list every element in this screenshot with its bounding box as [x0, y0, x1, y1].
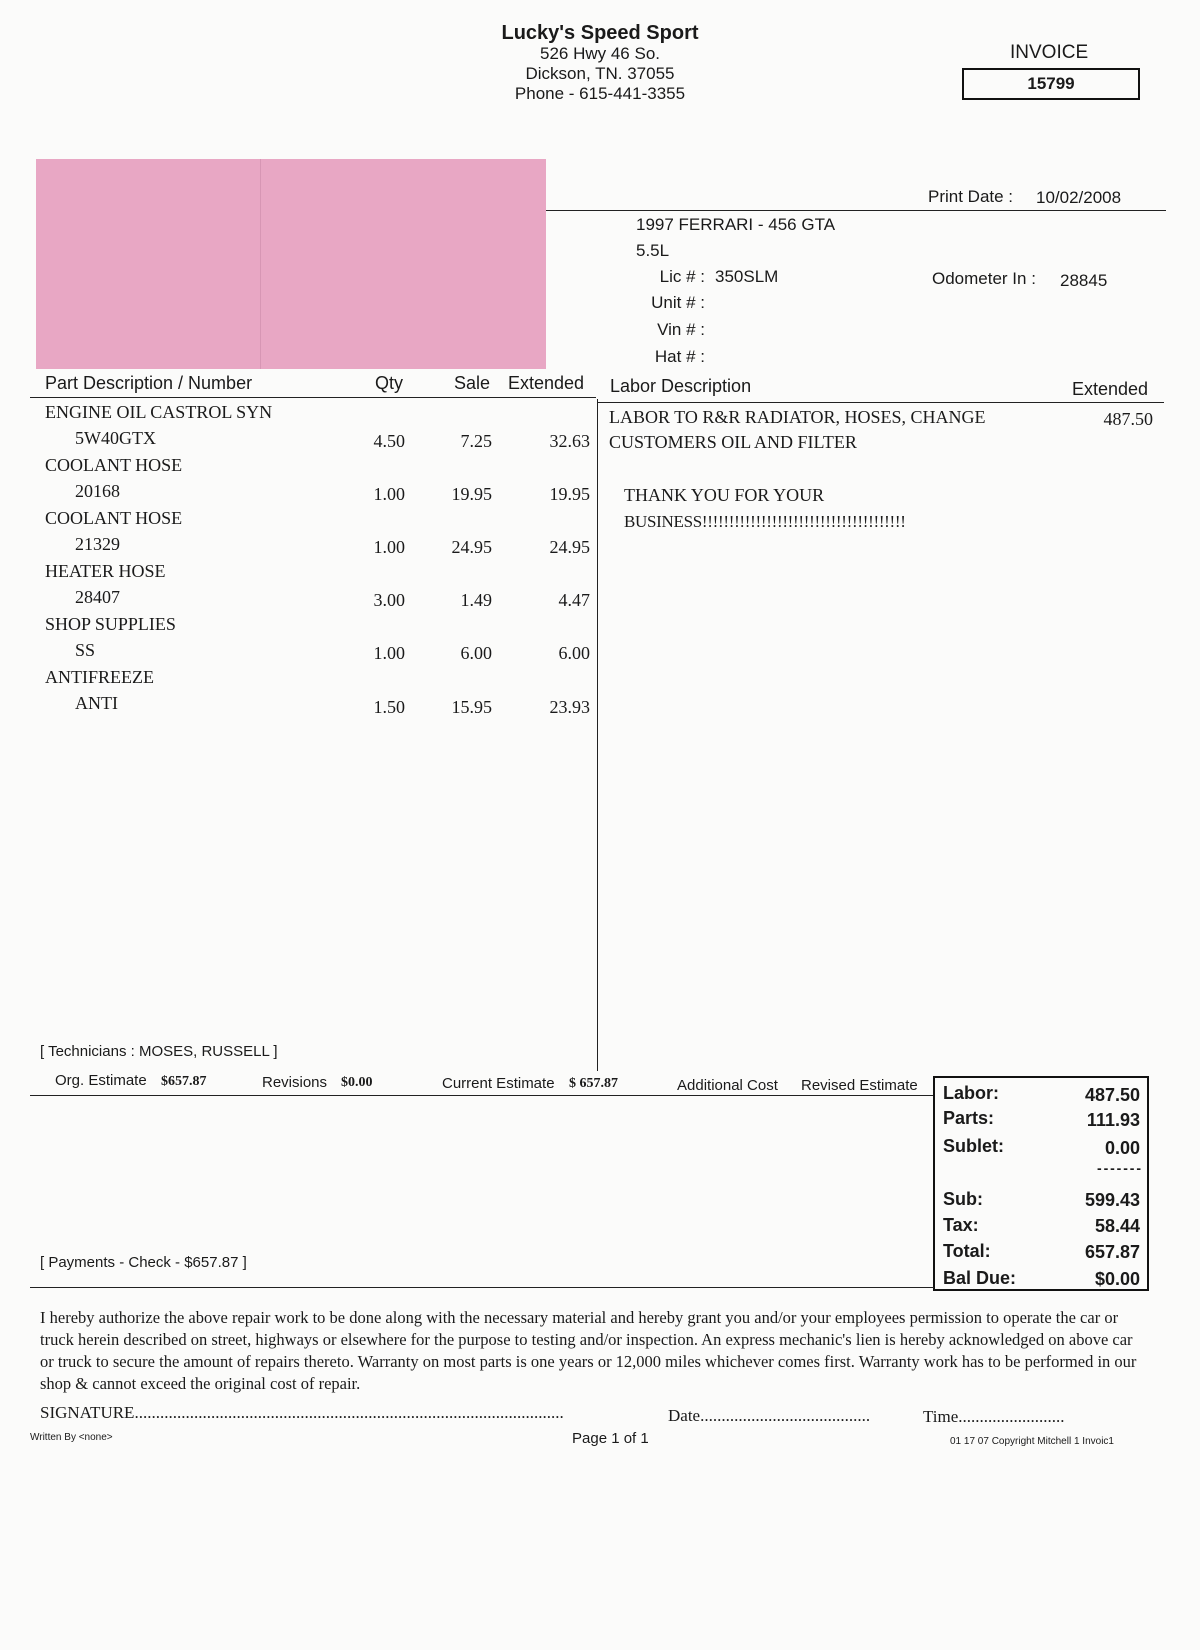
part-qty: 1.00	[373, 537, 405, 557]
part-desc: ENGINE OIL CASTROL SYN	[45, 402, 273, 422]
part-sale: 7.25	[460, 431, 492, 451]
part-extended: 32.63	[549, 431, 590, 451]
shop-city: Dickson, TN. 37055	[525, 64, 675, 83]
written-by: Written By <none>	[30, 1432, 113, 1443]
revised-estimate-label: Revised Estimate	[801, 1077, 918, 1094]
totals-tax-value: 58.44	[1094, 1216, 1140, 1236]
current-estimate-label: Current Estimate	[442, 1075, 555, 1092]
header-rule	[546, 210, 1166, 211]
part-number: ANTI	[75, 693, 118, 713]
date-line[interactable]: Date........................................	[668, 1406, 871, 1425]
part-number: 20168	[75, 481, 120, 501]
part-qty: 4.50	[373, 431, 405, 451]
parts-header-desc: Part Description / Number	[45, 373, 253, 393]
thank-you-line-1: THANK YOU FOR YOUR	[624, 485, 825, 505]
lic-value: 350SLM	[715, 267, 779, 286]
lic-label: Lic # :	[659, 267, 705, 286]
org-estimate-label: Org. Estimate	[55, 1072, 147, 1089]
totals-bal-label: Bal Due:	[943, 1268, 1017, 1288]
print-date-label: Print Date :	[928, 187, 1014, 206]
estimate-rule	[30, 1095, 934, 1096]
labor-header-extended: Extended	[1072, 379, 1149, 399]
vehicle-description: 1997 FERRARI - 456 GTA	[636, 215, 836, 234]
redacted-customer-block	[36, 159, 546, 369]
part-qty: 1.00	[373, 484, 405, 504]
part-number: SS	[75, 640, 96, 660]
hat-label: Hat # :	[654, 347, 705, 366]
shop-name: Lucky's Speed Sport	[501, 22, 699, 44]
part-number: 28407	[75, 587, 120, 607]
labor-header-desc: Labor Description	[610, 376, 752, 396]
totals-parts-label: Parts:	[943, 1108, 995, 1128]
current-estimate-value: $ 657.87	[569, 1076, 618, 1091]
part-extended: 19.95	[549, 484, 590, 504]
totals-parts-value: 111.93	[1086, 1110, 1140, 1130]
part-qty: 1.00	[373, 643, 405, 663]
totals-tax-label: Tax:	[943, 1215, 979, 1235]
payments: [ Payments - Check - $657.87 ]	[40, 1254, 247, 1271]
totals-total-label: Total:	[943, 1241, 991, 1261]
totals-labor-value: 487.50	[1084, 1085, 1140, 1105]
payments-rule	[30, 1287, 934, 1288]
thank-you-line-2: BUSINESS!!!!!!!!!!!!!!!!!!!!!!!!!!!!!!!!!!!!!!	[624, 512, 906, 531]
revisions-label: Revisions	[262, 1074, 328, 1091]
invoice-label: INVOICE	[1010, 42, 1089, 63]
signature-line[interactable]: SIGNATURE.....................................................................................................	[40, 1403, 564, 1422]
totals-sublet-label: Sublet:	[943, 1136, 1004, 1156]
part-sale: 1.49	[460, 590, 492, 610]
parts-header-qty: Qty	[375, 373, 404, 393]
shop-address: 526 Hwy 46 So.	[539, 44, 660, 63]
odometer-label: Odometer In :	[932, 269, 1036, 288]
part-number: 21329	[75, 534, 120, 554]
part-qty: 3.00	[373, 590, 405, 610]
totals-sub-label: Sub:	[943, 1189, 983, 1209]
part-extended: 4.47	[558, 590, 590, 610]
odometer-value: 28845	[1060, 271, 1108, 290]
copyright: 01 17 07 Copyright Mitchell 1 Invoic1	[950, 1436, 1114, 1447]
time-line[interactable]: Time.........................	[923, 1407, 1065, 1426]
part-sale: 19.95	[451, 484, 492, 504]
totals-labor-label: Labor:	[943, 1083, 999, 1103]
shop-phone: Phone - 615-441-3355	[514, 84, 686, 103]
part-desc: COOLANT HOSE	[45, 455, 183, 475]
additional-cost-label: Additional Cost	[677, 1077, 778, 1094]
labor-amount: 487.50	[1103, 409, 1153, 429]
part-extended: 6.00	[558, 643, 590, 663]
labor-line-1: LABOR TO R&R RADIATOR, HOSES, CHANGE	[609, 407, 986, 427]
page-number: Page 1 of 1	[572, 1430, 649, 1447]
parts-header-sale: Sale	[454, 373, 491, 393]
parts-header-extended: Extended	[508, 373, 585, 393]
part-extended: 23.93	[549, 697, 590, 717]
totals-separator: - - - - - - -	[1097, 1160, 1140, 1176]
part-qty: 1.50	[373, 697, 405, 717]
part-desc: ANTIFREEZE	[45, 667, 154, 687]
vin-label: Vin # :	[657, 320, 705, 339]
unit-label: Unit # :	[651, 293, 705, 312]
technicians: [ Technicians : MOSES, RUSSELL ]	[40, 1043, 278, 1060]
vehicle-engine: 5.5L	[636, 241, 670, 260]
labor-line-2: CUSTOMERS OIL AND FILTER	[609, 432, 857, 452]
org-estimate-value: $657.87	[161, 1074, 207, 1089]
authorization-terms: I hereby authorize the above repair work to be done along with the necessary material and hereby grant you and/or your employees permission to operate the car or truck herein described on street, highways or elsewhere for the purpose to testing and/or inspection. An express mechanic's lien is hereby acknowledged on above car or truck to secure the amount of repairs thereto. Warranty on most parts is one years or 12,000 miles whichever comes first. Warranty work has to be performed in our shop & cannot exceed the original cost of repair.	[40, 1308, 1137, 1393]
revisions-value: $0.00	[341, 1075, 373, 1090]
invoice-number: 15799	[962, 68, 1140, 100]
totals-bal-value: $0.00	[1094, 1269, 1140, 1289]
parts-header-rule	[30, 397, 596, 398]
parts-labor-divider	[597, 399, 598, 1071]
part-desc: HEATER HOSE	[45, 561, 166, 581]
redaction-divider	[260, 159, 261, 369]
print-date-value: 10/02/2008	[1036, 188, 1122, 207]
part-extended: 24.95	[549, 537, 590, 557]
part-desc: SHOP SUPPLIES	[45, 614, 176, 634]
part-number: 5W40GTX	[75, 428, 156, 448]
part-sale: 6.00	[460, 643, 492, 663]
totals-total-value: 657.87	[1084, 1242, 1140, 1262]
totals-sub-value: 599.43	[1084, 1190, 1140, 1210]
part-desc: COOLANT HOSE	[45, 508, 183, 528]
part-sale: 24.95	[451, 537, 492, 557]
labor-header-rule	[598, 402, 1164, 403]
part-sale: 15.95	[451, 697, 492, 717]
totals-sublet-value: 0.00	[1104, 1138, 1140, 1158]
